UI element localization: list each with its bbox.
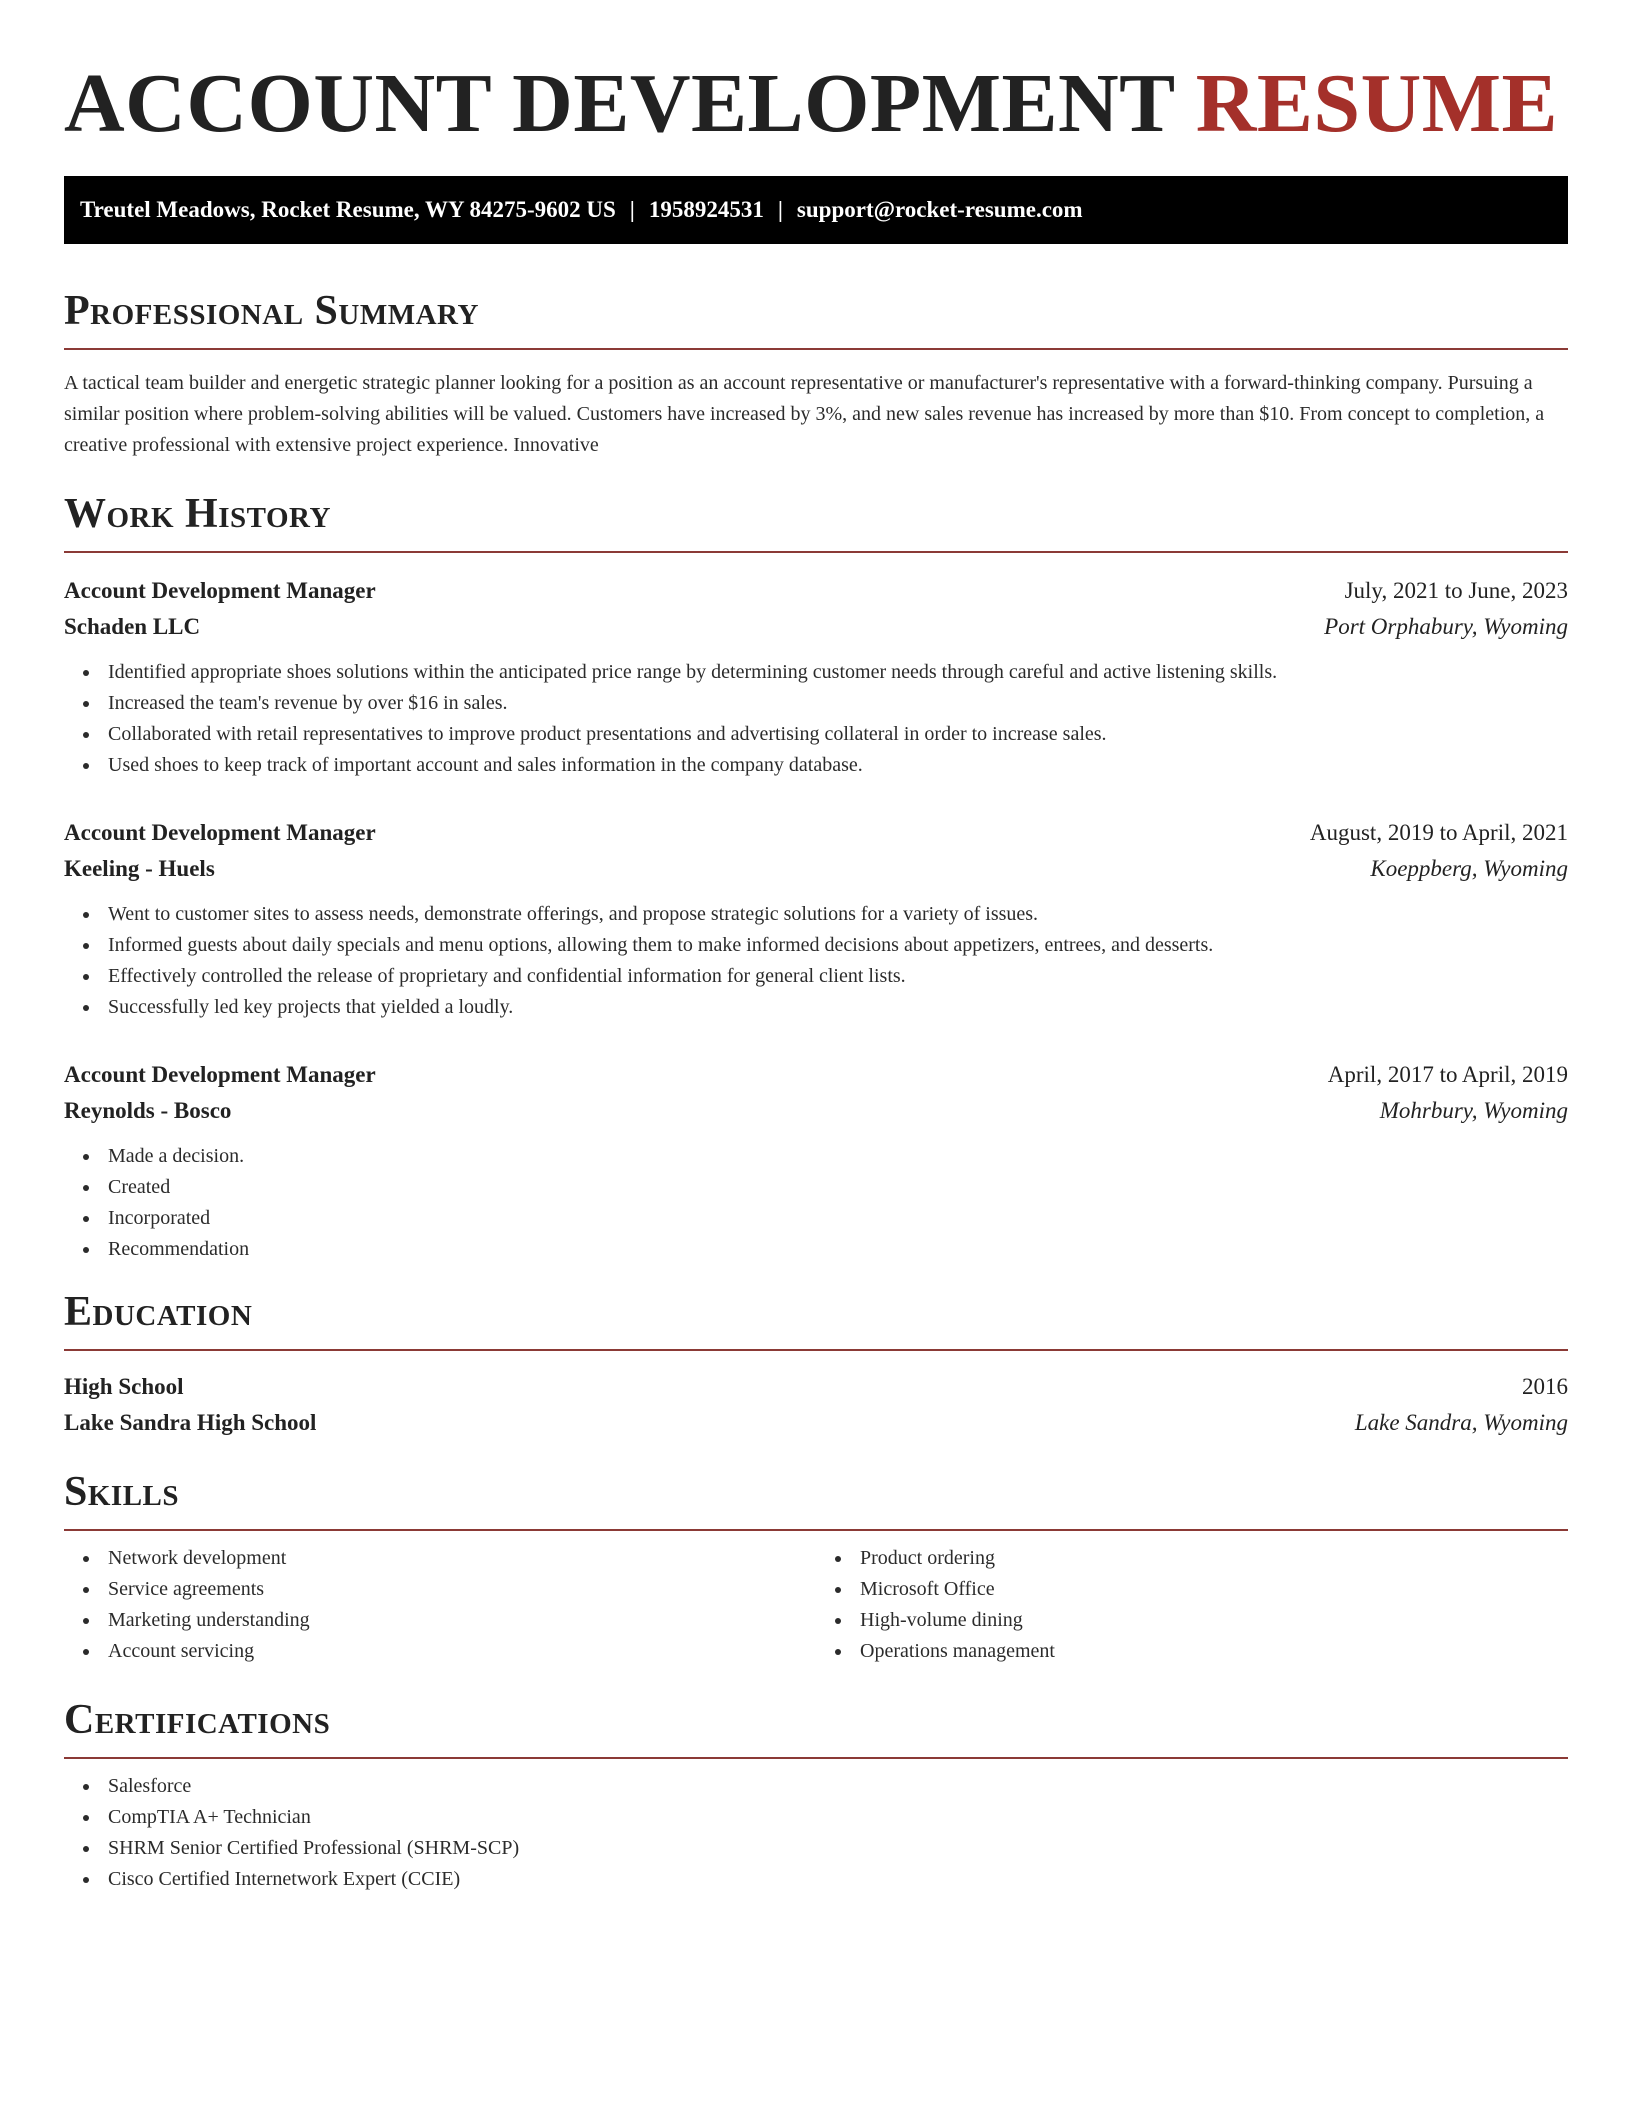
job-dates: April, 2017 to April, 2019 bbox=[1327, 1062, 1568, 1087]
job-bullet: Used shoes to keep track of important account and sales information in the company database. bbox=[108, 750, 1568, 781]
job-bullets bbox=[64, 899, 1568, 1023]
contact-address: Treutel Meadows, Rocket Resume, WY 84275-9602 US bbox=[80, 197, 616, 222]
contact-phone: 1958924531 bbox=[648, 197, 764, 222]
section-heading-certifications: Certifications bbox=[64, 1695, 1568, 1759]
title-accent: RESUME bbox=[1195, 57, 1559, 150]
contact-bar bbox=[64, 176, 1568, 244]
job-bullets bbox=[64, 1141, 1568, 1265]
job-bullet: Effectively controlled the release of proprietary and confidential information for general client lists. bbox=[108, 961, 1568, 992]
job-bullets bbox=[64, 657, 1568, 781]
skill-item: Network development bbox=[108, 1543, 816, 1574]
contact-email: support@rocket-resume.com bbox=[796, 197, 1083, 222]
job-title: Account Development Manager bbox=[64, 578, 376, 603]
job-entry bbox=[64, 815, 1568, 1023]
skill-item: Service agreements bbox=[108, 1574, 816, 1605]
certification-item: Salesforce bbox=[108, 1771, 1568, 1802]
job-company-row bbox=[64, 609, 1568, 645]
skill-item: Operations management bbox=[860, 1636, 1568, 1667]
skills-grid bbox=[64, 1543, 1568, 1667]
certifications-list bbox=[64, 1771, 1568, 1895]
title-main: ACCOUNT DEVELOPMENT bbox=[64, 57, 1175, 150]
job-bullet: Went to customer sites to assess needs, demonstrate offerings, and propose strategic solutions for a variety of issues. bbox=[108, 899, 1568, 930]
certification-item: Cisco Certified Internetwork Expert (CCIE) bbox=[108, 1864, 1568, 1895]
job-location: Koeppberg, Wyoming bbox=[1370, 856, 1568, 881]
job-bullet: Identified appropriate shoes solutions within the anticipated price range by determining customer needs through careful and active listening skills. bbox=[108, 657, 1568, 688]
job-bullet: Increased the team's revenue by over $16 in sales. bbox=[108, 688, 1568, 719]
job-header-row bbox=[64, 1057, 1568, 1093]
job-company: Schaden LLC bbox=[64, 614, 201, 639]
skills-column-left bbox=[64, 1543, 816, 1667]
job-bullet: Created bbox=[108, 1172, 1568, 1203]
job-location: Port Orphabury, Wyoming bbox=[1324, 614, 1568, 639]
job-entry bbox=[64, 573, 1568, 781]
job-bullet: Made a decision. bbox=[108, 1141, 1568, 1172]
education-location: Lake Sandra, Wyoming bbox=[1354, 1410, 1568, 1435]
education-degree: High School bbox=[64, 1374, 184, 1399]
job-company-row bbox=[64, 1093, 1568, 1129]
resume-title bbox=[64, 0, 1568, 154]
section-heading-education: Education bbox=[64, 1287, 1568, 1351]
job-bullet: Informed guests about daily specials and menu options, allowing them to make informed decisions about appetizers, entrees, and desserts. bbox=[108, 930, 1568, 961]
skills-column-right bbox=[816, 1543, 1568, 1667]
contact-separator: | bbox=[777, 197, 783, 222]
section-heading-summary: Professional Summary bbox=[64, 286, 1568, 350]
section-heading-work-history: Work History bbox=[64, 489, 1568, 553]
job-bullet: Collaborated with retail representatives to improve product presentations and advertising collateral in order to increase sales. bbox=[108, 719, 1568, 750]
skill-item: High-volume dining bbox=[860, 1605, 1568, 1636]
job-dates: July, 2021 to June, 2023 bbox=[1344, 578, 1568, 603]
education-degree-row bbox=[64, 1369, 1568, 1405]
job-location: Mohrbury, Wyoming bbox=[1379, 1098, 1568, 1123]
job-dates: August, 2019 to April, 2021 bbox=[1309, 820, 1568, 845]
education-school-row bbox=[64, 1405, 1568, 1441]
contact-separator: | bbox=[629, 197, 635, 222]
skill-item: Microsoft Office bbox=[860, 1574, 1568, 1605]
summary-text: A tactical team builder and energetic strategic planner looking for a position as an account representative or manufacturer's representative with a forward-thinking company. Pursuing a similar position where problem-solving abilities will be valued. Customers have increased by 3%, and new sales revenue has increased by more than $10. From concept to completion, a creative professional with extensive project experience. Innovative bbox=[64, 372, 1545, 456]
education-year: 2016 bbox=[1522, 1374, 1568, 1399]
job-header-row bbox=[64, 815, 1568, 851]
job-company: Reynolds - Bosco bbox=[64, 1098, 232, 1123]
skill-item: Product ordering bbox=[860, 1543, 1568, 1574]
job-company: Keeling - Huels bbox=[64, 856, 215, 881]
job-entry bbox=[64, 1057, 1568, 1265]
job-header-row bbox=[64, 573, 1568, 609]
job-title: Account Development Manager bbox=[64, 820, 376, 845]
job-bullet: Successfully led key projects that yielded a loudly. bbox=[108, 992, 1568, 1023]
certification-item: CompTIA A+ Technician bbox=[108, 1802, 1568, 1833]
certification-item: SHRM Senior Certified Professional (SHRM-SCP) bbox=[108, 1833, 1568, 1864]
education-school: Lake Sandra High School bbox=[64, 1410, 317, 1435]
skill-item: Marketing understanding bbox=[108, 1605, 816, 1636]
skill-item: Account servicing bbox=[108, 1636, 816, 1667]
education-entry bbox=[64, 1369, 1568, 1441]
job-company-row bbox=[64, 851, 1568, 887]
job-bullet: Recommendation bbox=[108, 1234, 1568, 1265]
job-bullet: Incorporated bbox=[108, 1203, 1568, 1234]
job-title: Account Development Manager bbox=[64, 1062, 376, 1087]
section-heading-skills: Skills bbox=[64, 1467, 1568, 1531]
